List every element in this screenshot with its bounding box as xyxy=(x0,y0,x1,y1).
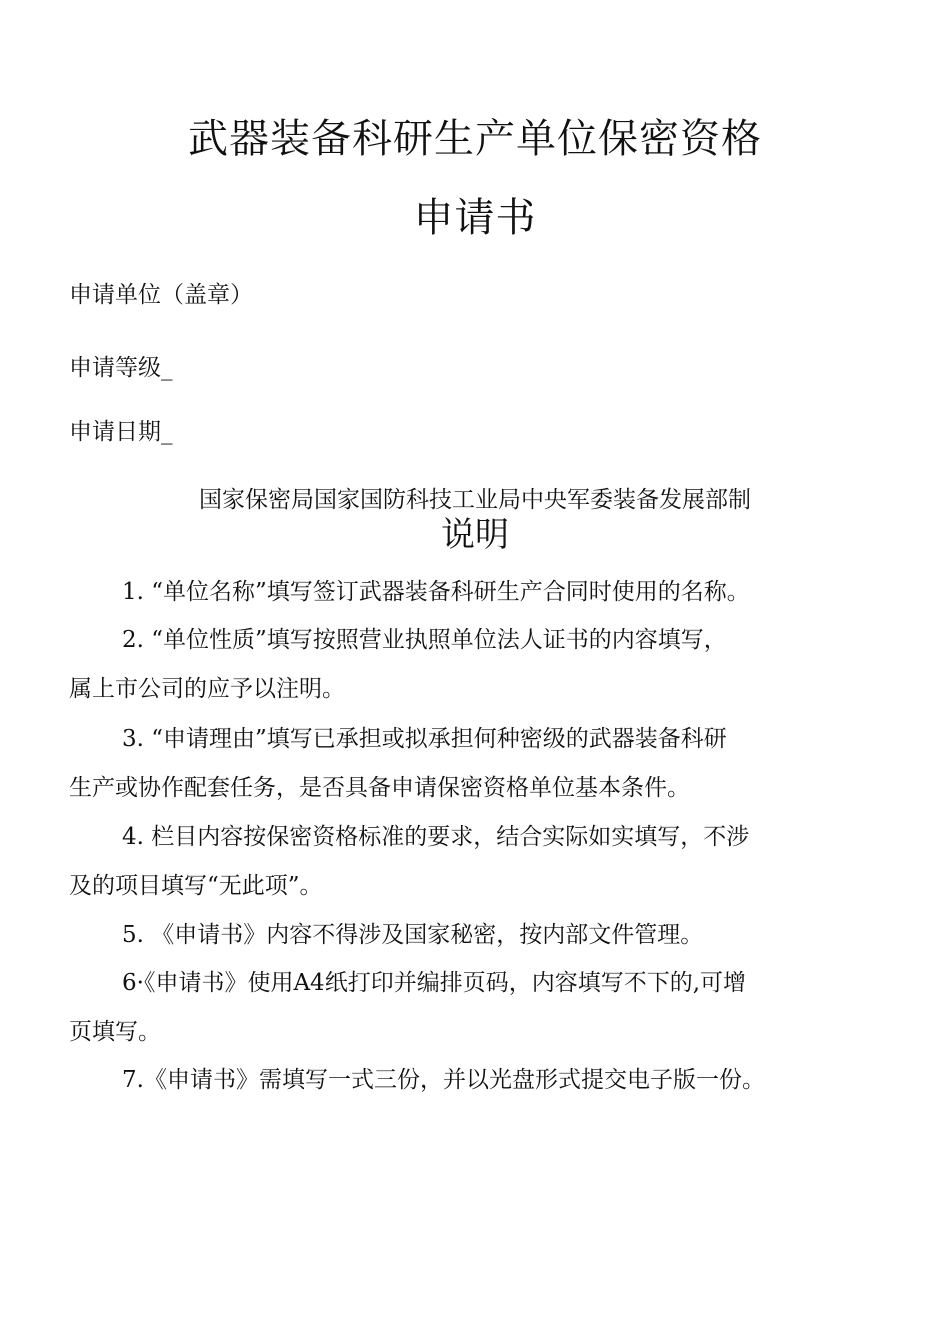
document-subtitle: 申请书 xyxy=(413,195,537,241)
document-title: 武器装备科研生产单位保密资格 xyxy=(188,116,762,162)
note-4-line-2: 及的项目填写“无此项”。 xyxy=(69,873,323,899)
note-6-line-1: 6·《申请书》使用A4纸打印并编排页码，内容填写不下的,可增 xyxy=(122,970,746,996)
application-level-field: 申请等级_ xyxy=(69,355,173,381)
note-2-line-1: 2. “单位性质”填写按照营业执照单位法人证书的内容填写， xyxy=(122,627,727,653)
issuing-authorities: 国家保密局国家国防科技工业局中央军委装备发展部制 xyxy=(199,487,751,513)
note-1-line-1: 1. “单位名称”填写签订武器装备科研生产合同时使用的名称。 xyxy=(122,579,750,605)
note-4-line-1: 4. 栏目内容按保密资格标准的要求，结合实际如实填写，不涉 xyxy=(122,824,750,850)
notes-heading: 说明 xyxy=(441,515,509,555)
application-date-field: 申请日期_ xyxy=(69,419,173,445)
note-2-line-2: 属上市公司的应予以注明。 xyxy=(69,676,345,702)
note-6-line-2: 页填写。 xyxy=(69,1019,161,1045)
note-3-line-2: 生产或协作配套任务，是否具备申请保密资格单位基本条件。 xyxy=(69,775,690,801)
note-3-line-1: 3. “申请理由”填写已承担或拟承担何种密级的武器装备科研 xyxy=(122,726,727,752)
note-5-line-1: 5. 《申请书》内容不得涉及国家秘密，按内部文件管理。 xyxy=(122,922,704,948)
note-7-line-1: 7.《申请书》需填写一式三份，并以光盘形式提交电子版一份。 xyxy=(122,1067,765,1093)
applicant-unit-field: 申请单位（盖章） xyxy=(69,282,253,308)
